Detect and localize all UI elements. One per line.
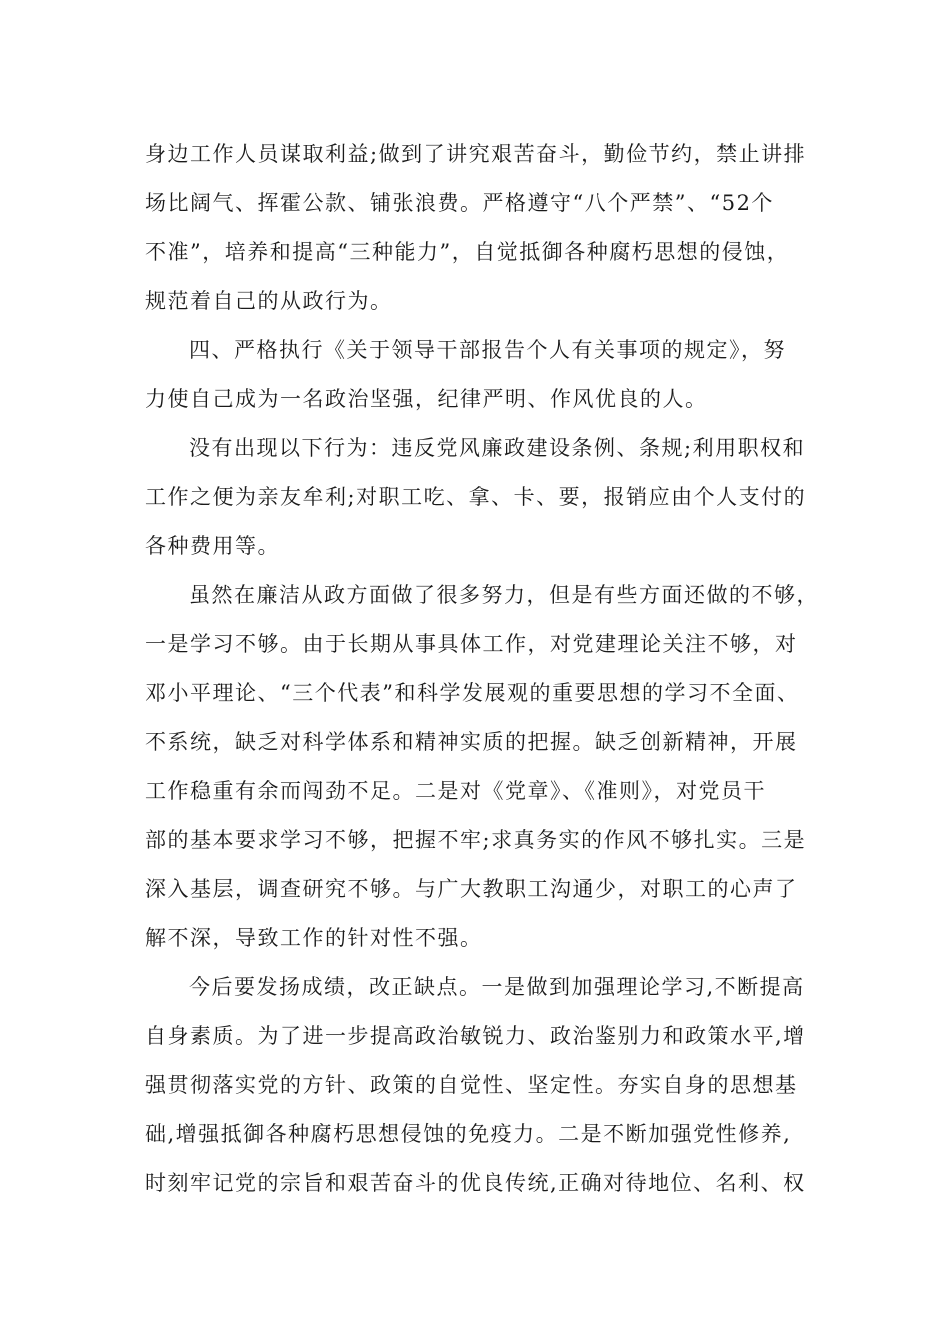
- text-line: 力使自己成为一名政治坚强，纪律严明、作风优良的人。: [145, 387, 708, 411]
- text-line: 工作之便为亲友牟利;对职工吃、拿、卡、要，报销应由个人支付的: [145, 485, 807, 509]
- text-line: 不系统，缺乏对科学体系和精神实质的把握。缺乏创新精神，开展: [145, 730, 798, 754]
- text-line: 今后要发扬成绩，改正缺点。一是做到加强理论学习,不断提高: [189, 975, 805, 999]
- text-line: 自身素质。为了进一步提高政治敏锐力、政治鉴别力和政策水平,增: [145, 1024, 806, 1048]
- text-line: 虽然在廉洁从政方面做了很多努力，但是有些方面还做的不够，: [189, 583, 819, 607]
- text-line: 四、严格执行《关于领导干部报告个人有关事项的规定》，努: [189, 338, 786, 362]
- text-line: 邓小平理论、“三个代表”和科学发展观的重要思想的学习不全面、: [145, 681, 800, 705]
- text-line: 没有出现以下行为：违反党风廉政建设条例、条规;利用职权和: [189, 436, 806, 460]
- text-line: 场比阔气、挥霍公款、铺张浪费。严格遵守“八个严禁”、“52个: [145, 191, 774, 215]
- text-line: 时刻牢记党的宗旨和艰苦奋斗的优良传统,正确对待地位、名利、权: [145, 1171, 806, 1195]
- paragraph-4: [145, 571, 819, 963]
- paragraph-5: [145, 963, 805, 1208]
- text-line: 强贯彻落实党的方针、政策的自觉性、坚定性。夯实自身的思想基: [145, 1073, 798, 1097]
- text-line: 各种费用等。: [145, 534, 280, 558]
- text-line: 身边工作人员谋取利益;做到了讲究艰苦奋斗，勤俭节约，禁止讲排: [145, 142, 807, 166]
- text-line: 深入基层，调查研究不够。与广大教职工沟通少，对职工的心声了: [145, 877, 798, 901]
- text-line: 规范着自己的从政行为。: [145, 289, 393, 313]
- text-line: 解不深，导致工作的针对性不强。: [145, 926, 483, 950]
- paragraph-1: [145, 130, 805, 326]
- text-line: 一是学习不够。由于长期从事具体工作，对党建理论关注不够，对: [145, 632, 798, 656]
- text-line: 部的基本要求学习不够，把握不牢;求真务实的作风不够扎实。三是: [145, 828, 807, 852]
- text-line: 工作稳重有余而闯劲不足。二是对《党章》、《准则》，对党员干: [145, 779, 766, 803]
- document-body: [145, 130, 819, 1208]
- paragraph-3: [145, 424, 805, 571]
- text-line: 不准”，培养和提高“三种能力”，自觉抵御各种腐朽思想的侵蚀，: [145, 240, 790, 264]
- text-line: 础,增强抵御各种腐朽思想侵蚀的免疫力。二是不断加强党性修养,: [145, 1122, 792, 1146]
- paragraph-2: [145, 326, 805, 424]
